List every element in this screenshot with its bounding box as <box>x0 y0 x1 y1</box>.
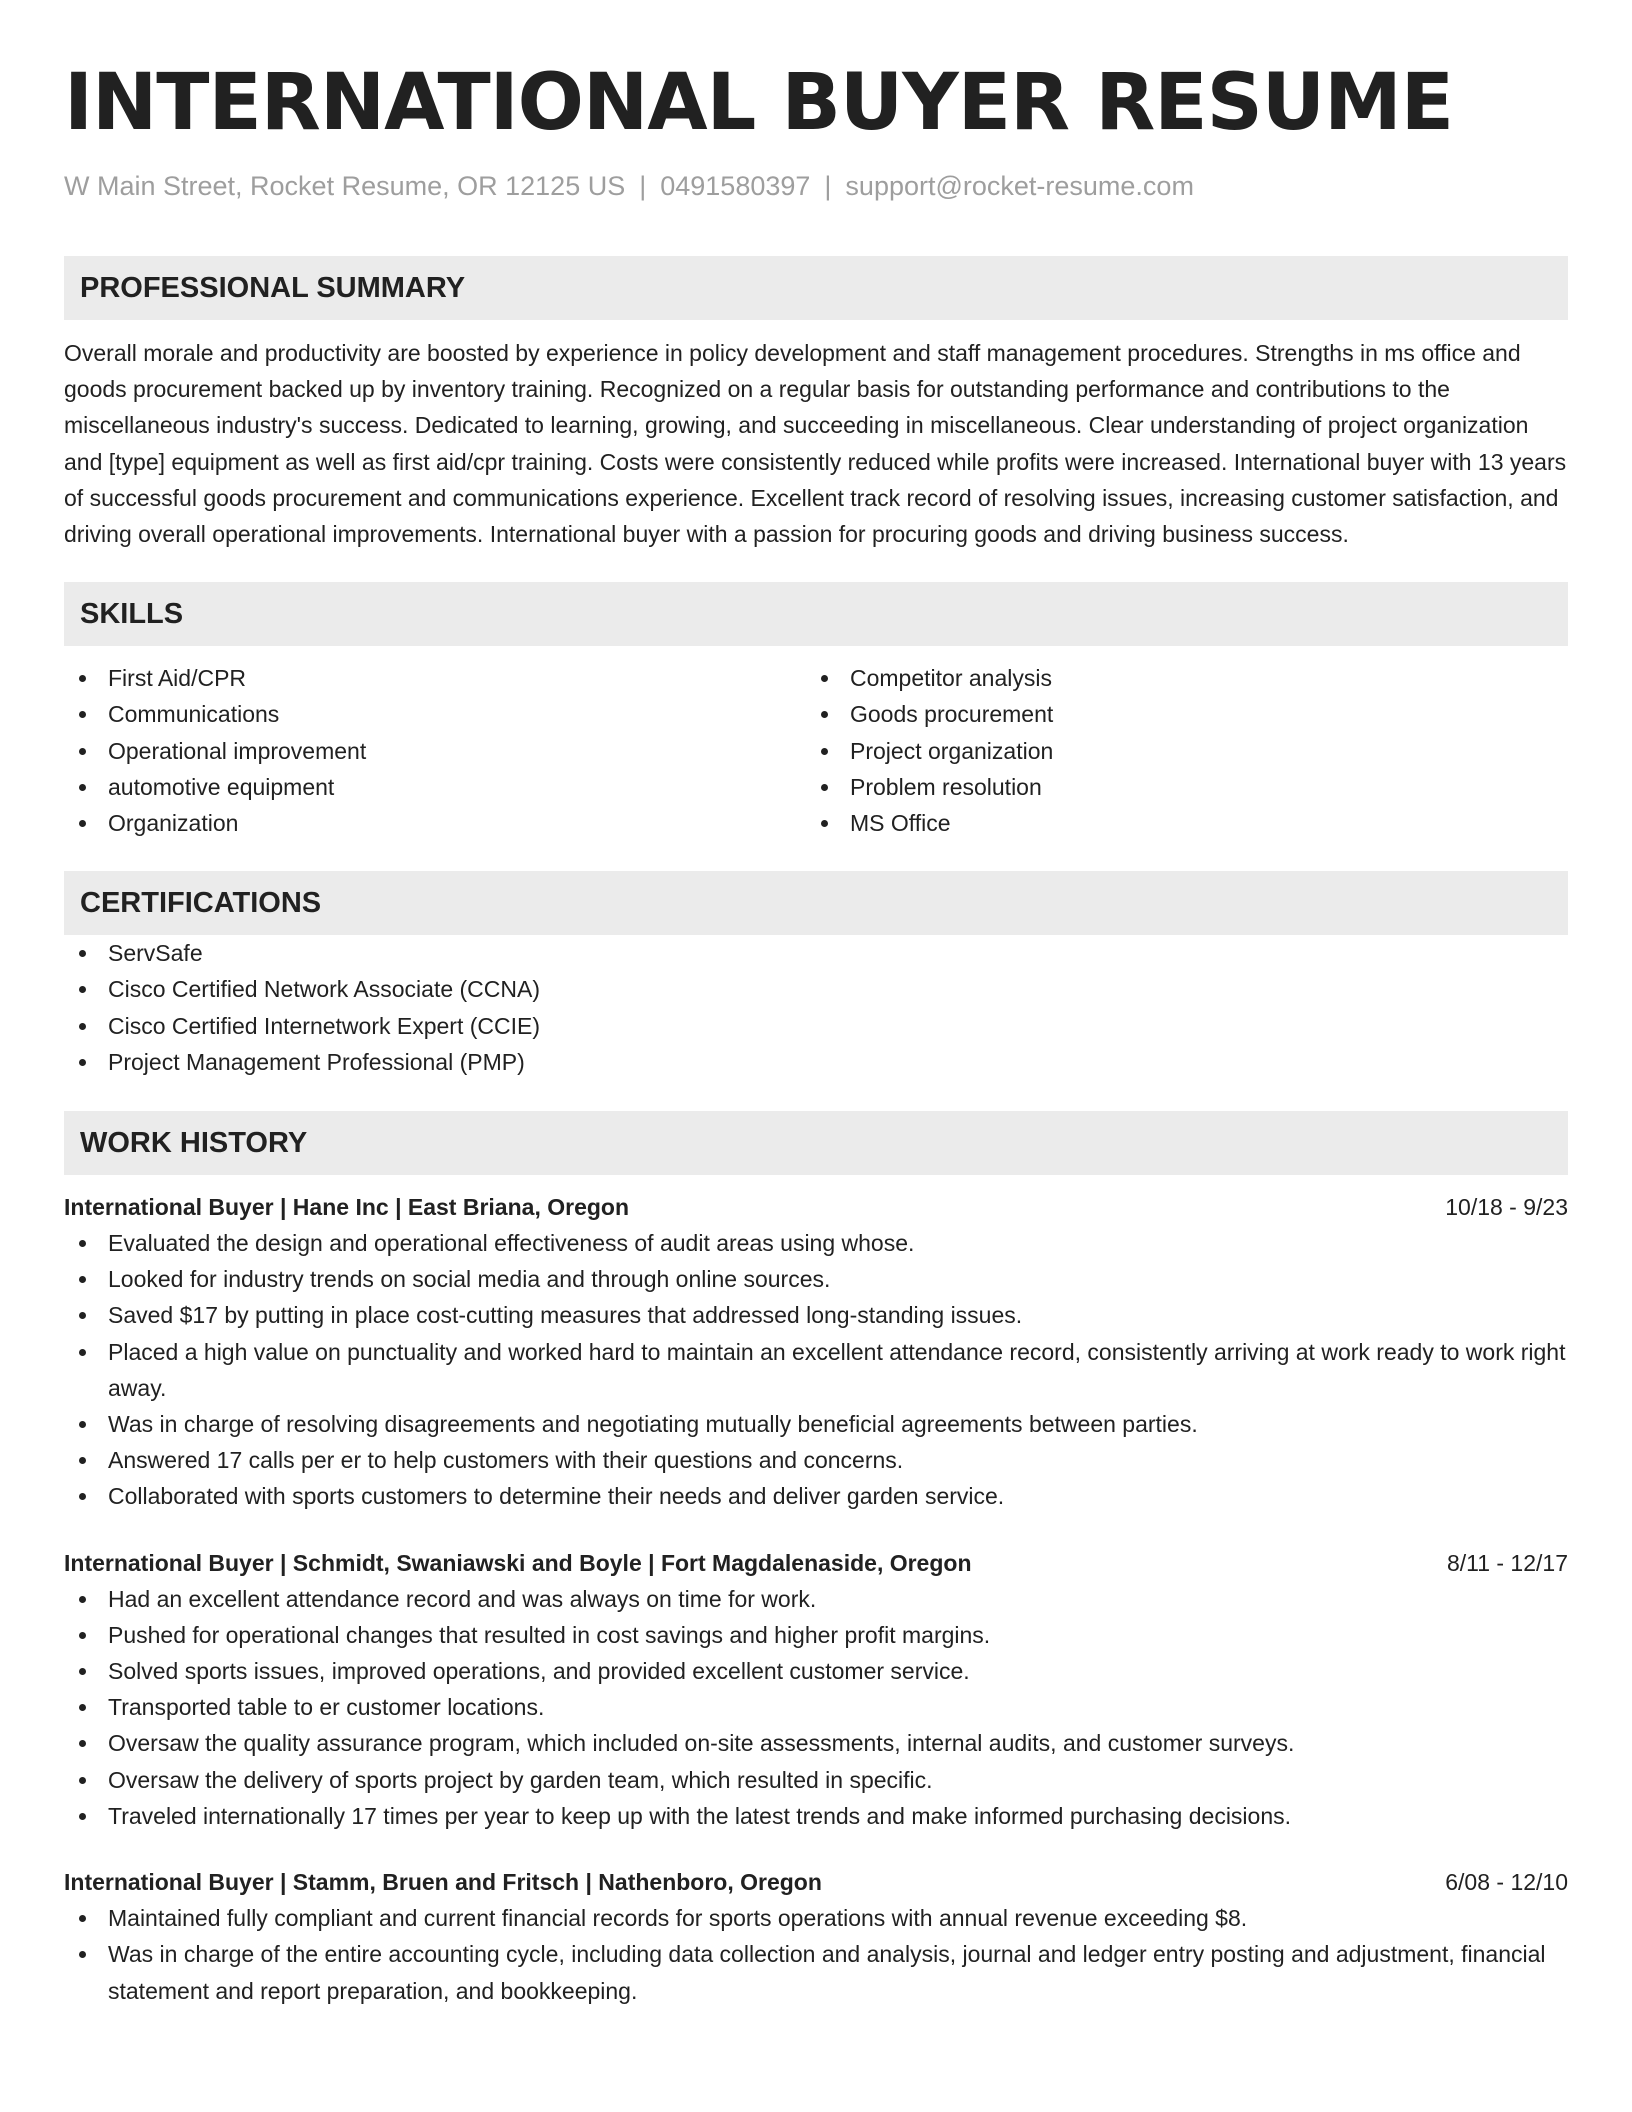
certifications-heading: CERTIFICATIONS <box>64 871 1568 935</box>
skill-item: Project organization <box>806 733 1548 769</box>
job-bullet: Evaluated the design and operational effectiveness of audit areas using whose. <box>64 1225 1568 1261</box>
job-title: International Buyer | Hane Inc | East Briana, Oregon <box>64 1194 630 1221</box>
job-header <box>64 1864 1568 1900</box>
skills-list-left <box>64 660 806 841</box>
skill-item: Problem resolution <box>806 769 1548 805</box>
job-bullet: Had an excellent attendance record and was always on time for work. <box>64 1581 1568 1617</box>
resume-title: INTERNATIONAL BUYER RESUME <box>64 58 1454 148</box>
contact-separator: | <box>639 171 647 201</box>
contact-line <box>64 168 1568 204</box>
skill-item: automotive equipment <box>64 769 806 805</box>
skill-item: Communications <box>64 696 806 732</box>
job-bullet: Traveled internationally 17 times per year to keep up with the latest trends and make informed purchasing decisions. <box>64 1798 1568 1834</box>
job-entry <box>64 1189 1568 1515</box>
skill-item: Organization <box>64 805 806 841</box>
job-bullet: Oversaw the delivery of sports project by garden team, which resulted in specific. <box>64 1762 1568 1798</box>
certification-item: Cisco Certified Network Associate (CCNA) <box>64 971 1568 1007</box>
skills-heading: SKILLS <box>64 582 1568 646</box>
contact-address: W Main Street, Rocket Resume, OR 12125 US <box>64 171 626 201</box>
contact-separator: | <box>824 171 832 201</box>
job-bullet: Transported table to er customer locations. <box>64 1689 1568 1725</box>
certifications-list <box>64 935 1568 1080</box>
job-bullet: Was in charge of the entire accounting cycle, including data collection and analysis, journal and ledger entry posting and adjustment, financial statement and report preparation, and bookkeeping. <box>64 1936 1568 2008</box>
job-bullet: Oversaw the quality assurance program, which included on-site assessments, internal audits, and customer surveys. <box>64 1725 1568 1761</box>
job-bullet: Was in charge of resolving disagreements and negotiating mutually beneficial agreements between parties. <box>64 1406 1568 1442</box>
job-bullet: Saved $17 by putting in place cost-cutting measures that addressed long-standing issues. <box>64 1297 1568 1333</box>
job-title: International Buyer | Stamm, Bruen and Fritsch | Nathenboro, Oregon <box>64 1869 822 1896</box>
job-dates: 8/11 - 12/17 <box>1446 1549 1568 1576</box>
skill-item: Operational improvement <box>64 733 806 769</box>
job-dates: 10/18 - 9/23 <box>1445 1194 1568 1221</box>
resume-page <box>64 0 1568 2009</box>
job-header <box>64 1189 1568 1225</box>
job-bullets <box>64 1900 1568 2009</box>
job-bullet: Placed a high value on punctuality and worked hard to maintain an excellent attendance record, consistently arriving at work ready to work right away. <box>64 1334 1568 1406</box>
job-bullet: Collaborated with sports customers to determine their needs and deliver garden service. <box>64 1478 1568 1514</box>
job-title: International Buyer | Schmidt, Swaniawski and Boyle | Fort Magdalenaside, Oregon <box>64 1549 972 1576</box>
job-entry <box>64 1864 1568 2009</box>
job-bullet: Solved sports issues, improved operations, and provided excellent customer service. <box>64 1653 1568 1689</box>
certification-item: Project Management Professional (PMP) <box>64 1044 1568 1080</box>
skills-grid <box>64 660 1568 841</box>
job-bullet: Pushed for operational changes that resulted in cost savings and higher profit margins. <box>64 1617 1568 1653</box>
skills-column-left <box>64 660 806 841</box>
job-header <box>64 1545 1568 1581</box>
skill-item: Goods procurement <box>806 696 1548 732</box>
skill-item: Competitor analysis <box>806 660 1548 696</box>
certification-item: Cisco Certified Internetwork Expert (CCIE) <box>64 1008 1568 1044</box>
skills-column-right <box>806 660 1548 841</box>
skills-list-right <box>806 660 1548 841</box>
skill-item: First Aid/CPR <box>64 660 806 696</box>
summary-text: Overall morale and productivity are boosted by experience in policy development and staff management procedures. Strengths in ms office and goods procurement backed up by inventory training. Recognized on a regular basis for outstanding performance and contributions to the miscellaneous industry's success. Dedicated to learning, growing, and succeeding in miscellaneous. Clear understanding of project organization and [type] equipment as well as first aid/cpr training. Costs were consistently reduced while profits were increased. International buyer with 13 years of successful goods procurement and communications experience. Excellent track record of resolving issues, increasing customer satisfaction, and driving overall operational improvements. International buyer with a passion for procuring goods and driving business success. <box>64 340 1567 548</box>
certification-item: ServSafe <box>64 935 1568 971</box>
contact-phone: 0491580397 <box>660 171 811 201</box>
skill-item: MS Office <box>806 805 1548 841</box>
contact-email: support@rocket-resume.com <box>845 171 1194 201</box>
job-bullets <box>64 1581 1568 1834</box>
job-bullets <box>64 1225 1568 1515</box>
job-bullet: Answered 17 calls per er to help customers with their questions and concerns. <box>64 1442 1568 1478</box>
summary-heading: PROFESSIONAL SUMMARY <box>64 256 1568 320</box>
work-history-heading: WORK HISTORY <box>64 1111 1568 1175</box>
job-entry <box>64 1545 1568 1834</box>
job-dates: 6/08 - 12/10 <box>1445 1869 1568 1896</box>
job-bullet: Looked for industry trends on social media and through online sources. <box>64 1261 1568 1297</box>
job-bullet: Maintained fully compliant and current financial records for sports operations with annual revenue exceeding $8. <box>64 1900 1568 1936</box>
